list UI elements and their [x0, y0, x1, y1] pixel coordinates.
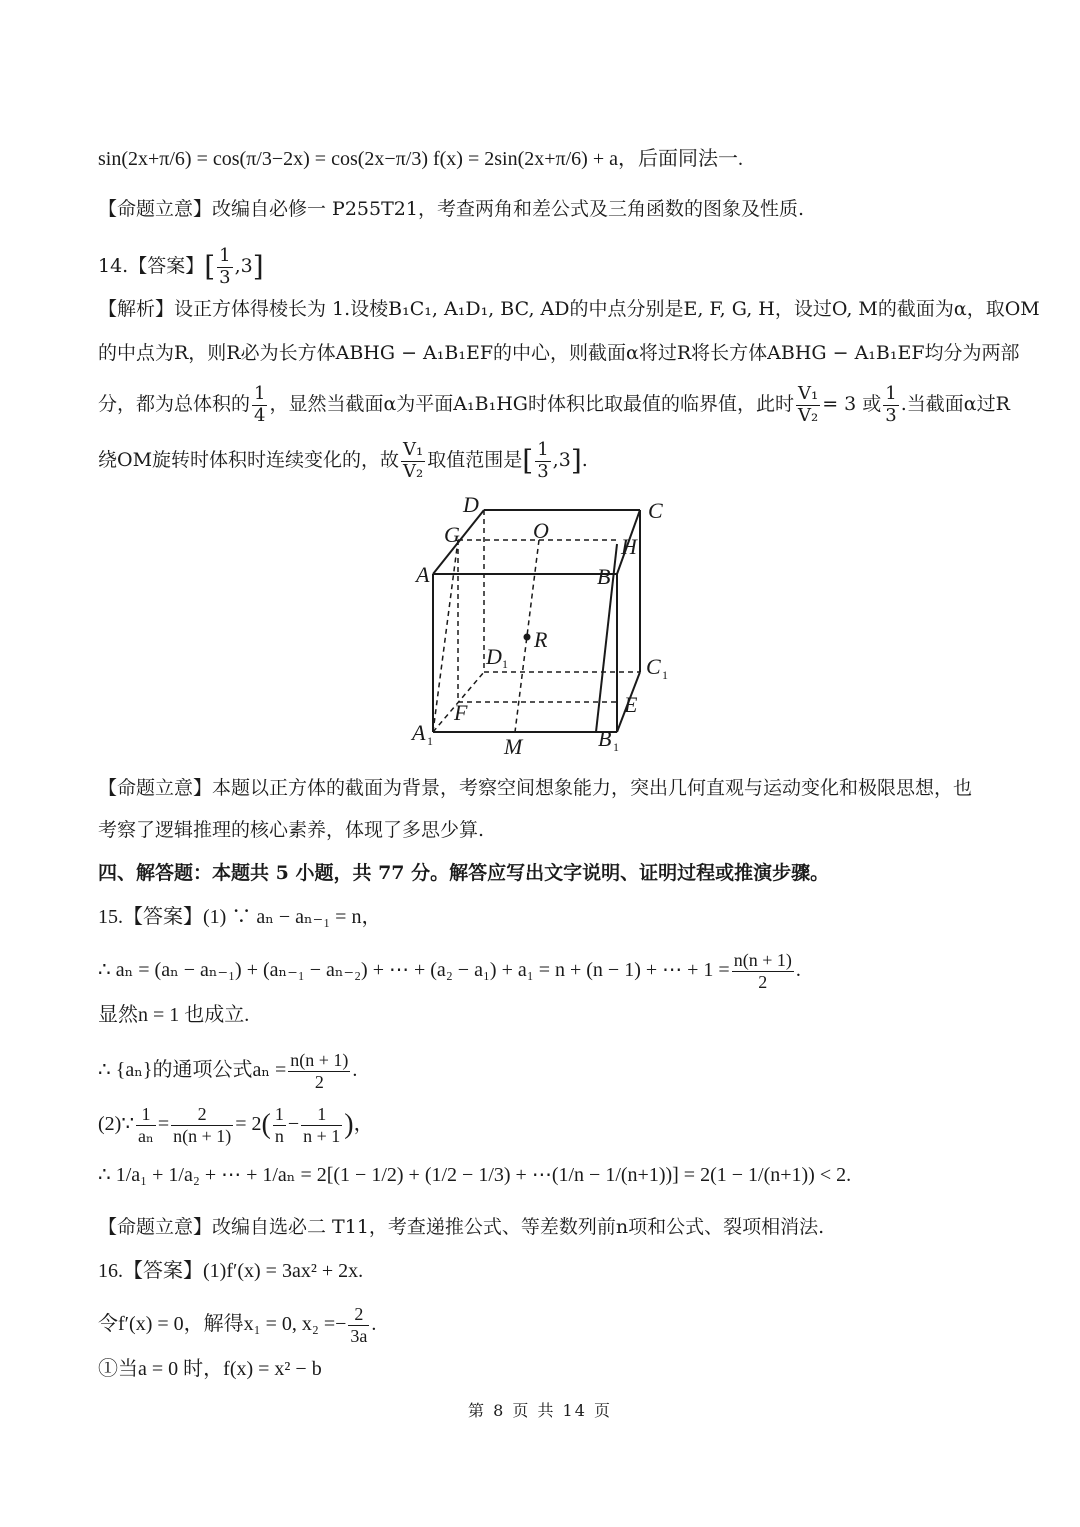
- label-e: E: [624, 692, 638, 717]
- s16-l2-den: 3a: [350, 1325, 368, 1346]
- s15-line3: [98, 1000, 988, 1030]
- label-d1: D: [486, 644, 502, 669]
- s15-l5a: (2)∵: [98, 1112, 135, 1135]
- s15-l4-den: 2: [314, 1071, 324, 1092]
- label-o: O: [533, 518, 549, 543]
- s16-l2-end: .: [371, 1312, 377, 1335]
- intent-label: 【命题立意】: [98, 1216, 213, 1238]
- s14-p4-end: .: [581, 449, 588, 472]
- s15-l5-end: ，: [353, 1112, 374, 1135]
- s15-l5-f2-den: n(n + 1): [173, 1125, 232, 1146]
- s14-analysis-line4: 绕OM旋转时体积时连续变化的，故 $\frac{\text{V₁}}{\text{V₂}}$ 取值范围是[ $\frac{1}{3}$ ,3].: [98, 439, 588, 482]
- s14-analysis-line2: [98, 338, 1020, 368]
- label-b1-sub: 1: [613, 740, 619, 754]
- s14-p4-range-upper: ,3: [552, 449, 571, 472]
- label-b1: B: [598, 726, 612, 751]
- label-m: M: [504, 734, 523, 759]
- s14-intent-l2: 考察了逻辑推理的核心素养，体现了多思少算.: [98, 819, 485, 841]
- s14-p4-range-num: 1: [537, 439, 549, 460]
- label-a1: A: [412, 720, 426, 745]
- s16-l3: ①当a = 0 时，f(x) = x² − b: [98, 1358, 322, 1380]
- s14-p3-frac-num: 1: [254, 383, 266, 404]
- label-r: R: [534, 627, 548, 652]
- s15-l4-end: .: [352, 1058, 358, 1081]
- answer-label: 【答案】: [128, 255, 205, 278]
- s15-l4-num: n(n + 1): [290, 1050, 349, 1070]
- s15-l5-f3-num: 1: [274, 1104, 284, 1124]
- s15-l5-eq: =: [157, 1112, 170, 1135]
- s15-line4: [98, 1050, 988, 1092]
- s14-p3-frac2-num: 1: [885, 383, 897, 404]
- s16-l2-num: 2: [348, 1304, 369, 1326]
- label-f: F: [454, 700, 468, 725]
- s15-l5-minus: −: [287, 1112, 300, 1135]
- s15-l5-f4-num: 1: [301, 1104, 342, 1126]
- s14-answer-den: 3: [219, 266, 231, 288]
- s14-p3-v-num: V₁: [797, 383, 819, 404]
- s16-l2a: 令f′(x) = 0，解得x₁ = 0, x₂ =−: [98, 1312, 347, 1335]
- s15-line6: [98, 1160, 988, 1190]
- page-footer: 第 8 页 共 14 页: [468, 1401, 612, 1420]
- label-c1: C: [646, 654, 661, 679]
- s14-p1: 设正方体得棱长为 1.设棱B₁C₁, A₁D₁, BC, AD的中点分别是E, F, G, H，设过O, M的截面为α，取OM: [174, 298, 1040, 320]
- answer-label: 【答案】: [123, 1260, 203, 1282]
- s15-line5: (2)∵ $\frac{1}{\text{aₙ}}$ = $\frac{2}{n(n + 1)}$ = 2( $\frac{1}{n}$ − $\frac{1}{n + 1}$ )，: [98, 1104, 374, 1146]
- s15-l2-num: n(n + 1): [733, 950, 792, 970]
- s16-number: 16.: [98, 1260, 123, 1282]
- s14-p3a: 分，都为总体积的: [98, 393, 251, 416]
- s14-p3b: ，显然当截面α为平面A₁B₁HG时体积比取最值的临界值，此时: [269, 393, 794, 416]
- s15-number: 15.: [98, 906, 123, 928]
- section-4-text: 四、解答题：本题共 5 小题，共 77 分。解答应写出文字说明、证明过程或推演步骤。: [98, 862, 830, 884]
- s15-intent-text: 改编自选必二 T11，考查递推公式、等差数列前n项和公式、裂项相消法.: [212, 1216, 825, 1238]
- s15-l2a: ∴ aₙ = (aₙ − aₙ₋₁) + (aₙ₋₁ − aₙ₋₂) + ⋯ + (a₂ − a₁) + a₁ = n + (n − 1) + ⋯ + 1 =: [98, 958, 730, 981]
- s15-l5-eq2: = 2: [235, 1112, 262, 1135]
- s14-p3d: .当截面α过R: [900, 393, 1010, 416]
- s14-p2: 的中点为R，则R必为长方体ABHG − A₁B₁EF的中心，则截面α将过R将长方体ABHG − A₁B₁EF均分为两部: [98, 342, 1020, 364]
- s14-p3c: = 3 或: [822, 393, 882, 416]
- s13-intent-text: 改编自必修一 P255T21，考查两角和差公式及三角函数的图象及性质.: [212, 198, 804, 220]
- s14-p3-frac2-den: 3: [885, 404, 897, 426]
- label-h: H: [621, 534, 637, 559]
- s15-line2: [98, 950, 988, 992]
- s15-l5-f4-den: n + 1: [303, 1125, 341, 1146]
- cube-figure: [400, 492, 680, 764]
- s15-l2-end: .: [795, 958, 801, 981]
- s14-answer: 14.【答案】[ $\frac{1}{3}$ ,3]: [98, 245, 264, 288]
- s15-l5-f1-den: aₙ: [138, 1125, 154, 1146]
- s14-p3-v-den: V₂: [797, 404, 819, 426]
- s13-eq-text: sin(2x+π/6) = cos(π/3−2x) = cos(2x−π/3) f(x) = 2sin(2x+π/6) + a: [98, 148, 618, 170]
- s16-line1: [98, 1256, 988, 1286]
- s14-p4b: 取值范围是: [427, 449, 523, 472]
- section-4-heading: [98, 858, 988, 888]
- s14-p4-v-num: V₁: [403, 439, 424, 460]
- answer-label: 【答案】: [123, 906, 203, 928]
- s14-number: 14.: [98, 255, 129, 278]
- s14-analysis-line3: [98, 383, 1010, 426]
- s15-intent: [98, 1212, 988, 1242]
- label-b: B: [597, 564, 611, 589]
- s15-l5-f1-num: 1: [136, 1104, 156, 1126]
- s15-l6-text: ∴ 1/a₁ + 1/a₂ + ⋯ + 1/aₙ = 2[(1 − 1/2) + (1/2 − 1/3) + ⋯(1/n − 1/(n+1))] = 2(1 − 1/(n+1)) < 2.: [98, 1164, 852, 1186]
- s13-equation: [98, 144, 988, 174]
- s15-l3: 显然n = 1 也成立.: [98, 1004, 250, 1026]
- label-d1-sub: 1: [502, 657, 508, 671]
- point-r-dot: [524, 634, 531, 641]
- s15-l4a: ∴ {aₙ}的通项公式aₙ =: [98, 1058, 287, 1081]
- label-c: C: [648, 498, 663, 523]
- s13-intent: [98, 194, 988, 224]
- label-g: G: [444, 522, 460, 547]
- s14-p3-frac-den: 4: [254, 404, 266, 426]
- label-c1-sub: 1: [662, 668, 668, 682]
- s15-l2-den: 2: [758, 971, 768, 992]
- s14-p4-v-den: V₂: [403, 460, 424, 482]
- s15-l5-f2-num: 2: [171, 1104, 233, 1126]
- s14-intent-line1: [98, 773, 988, 803]
- label-a1-sub: 1: [427, 734, 433, 748]
- s14-intent-line2: [98, 815, 988, 845]
- s14-intent-l1: 本题以正方体的截面为背景，考察空间想象能力，突出几何直观与运动变化和极限思想，也: [212, 777, 973, 799]
- s14-answer-upper: ,3: [234, 255, 253, 278]
- analysis-label: 【解析】: [98, 298, 175, 320]
- intent-label: 【命题立意】: [98, 777, 213, 799]
- s15-line1: [98, 902, 988, 932]
- s14-analysis-line1: [98, 294, 1040, 324]
- label-a: A: [416, 562, 430, 587]
- s13-tail: ，后面同法一.: [618, 148, 743, 170]
- s14-answer-num: 1: [219, 245, 231, 266]
- intent-label: 【命题立意】: [98, 198, 213, 220]
- s14-p4-range-den: 3: [537, 460, 549, 482]
- label-d: D: [463, 492, 479, 517]
- s15-l1: (1) ∵ aₙ − aₙ₋₁ = n，: [203, 906, 382, 928]
- s16-l1: (1)f′(x) = 3ax² + 2x.: [203, 1260, 364, 1282]
- s16-line2: [98, 1304, 988, 1346]
- s14-p4a: 绕OM旋转时体积时连续变化的，故: [98, 449, 400, 472]
- s16-line3: [98, 1354, 988, 1384]
- s15-l5-f3-den: n: [274, 1125, 284, 1146]
